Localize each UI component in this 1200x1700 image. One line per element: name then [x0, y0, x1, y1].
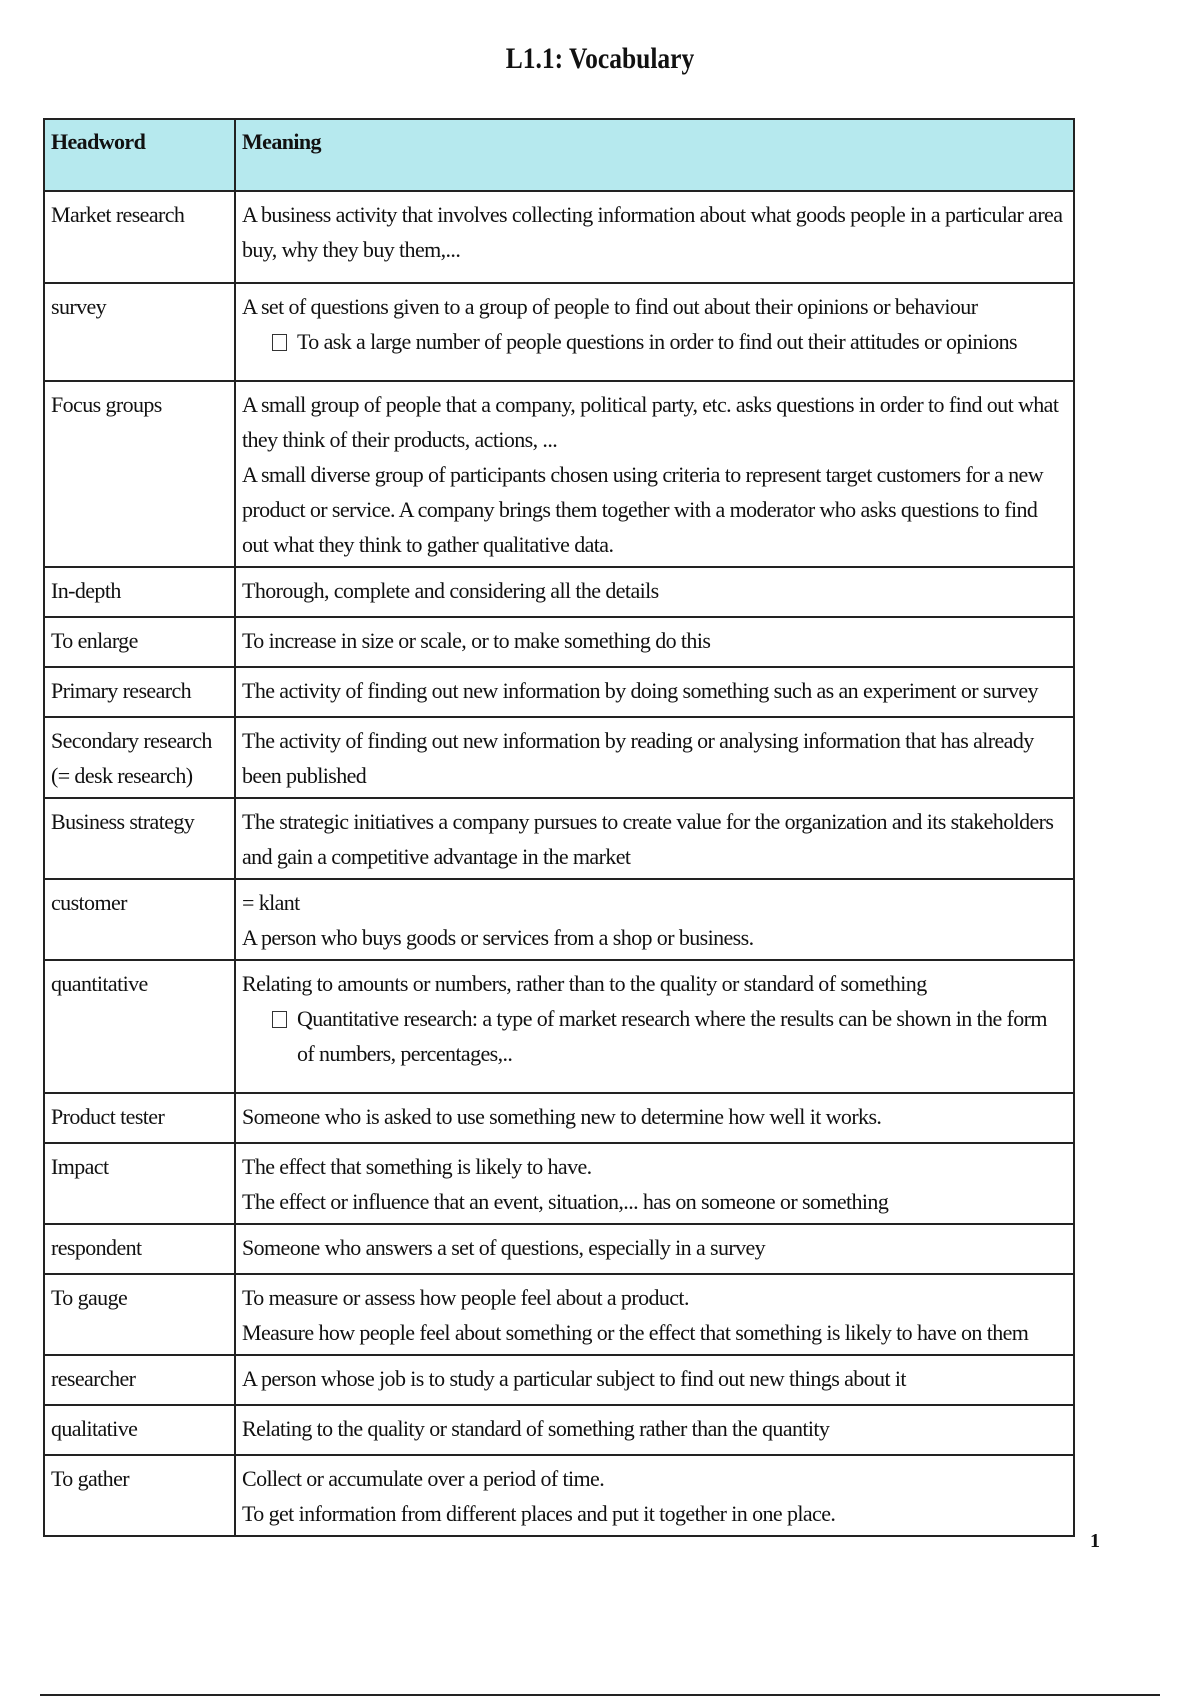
table-row [44, 191, 1074, 283]
headword-cell: respondent [44, 1224, 235, 1274]
meaning-text: A person whose job is to study a particular subject to find out new things about it [242, 1366, 906, 1391]
meaning-text: The effect that something is likely to have. [242, 1154, 592, 1179]
meaning-text: A set of questions given to a group of people to find out about their opinions or behaviour [242, 294, 978, 319]
headword-cell: Primary research [44, 667, 235, 717]
headword-cell: survey [44, 283, 235, 381]
meaning-cell [235, 617, 1074, 667]
meaning-text: The activity of finding out new information by doing something such as an experiment or survey [242, 678, 1038, 703]
meaning-text: A person who buys goods or services from a shop or business. [242, 925, 754, 950]
meaning-cell [235, 1355, 1074, 1405]
bullet-text: To ask a large number of people questions in order to find out their attitudes or opinions [297, 329, 1018, 354]
meaning-text: To measure or assess how people feel about a product. [242, 1285, 689, 1310]
table-row [44, 1405, 1074, 1455]
footer-rule [40, 1694, 1160, 1696]
meaning-cell [235, 1224, 1074, 1274]
headword-cell: Product tester [44, 1093, 235, 1143]
table-row [44, 617, 1074, 667]
table-row [44, 283, 1074, 381]
table-row [44, 1224, 1074, 1274]
meaning-cell [235, 667, 1074, 717]
meaning-text: The effect or influence that an event, situation,... has on someone or something [242, 1189, 889, 1214]
table-header-row [44, 119, 1074, 191]
headword-cell: Market research [44, 191, 235, 283]
table-row [44, 879, 1074, 960]
headword-column-header: Headword [44, 119, 235, 191]
table-row [44, 1093, 1074, 1143]
table-row [44, 1274, 1074, 1355]
headword-cell: Focus groups [44, 381, 235, 567]
headword-cell: In-depth [44, 567, 235, 617]
page-number: 1 [1090, 1530, 1100, 1552]
meaning-text: A small group of people that a company, political party, etc. asks questions in order to find out what they think of their products, actions, ... [242, 392, 1059, 452]
meaning-text: = klant [242, 890, 300, 915]
vocabulary-table-body [44, 191, 1074, 1536]
bullet-item [242, 324, 1067, 359]
meaning-cell [235, 1455, 1074, 1536]
meaning-cell [235, 567, 1074, 617]
headword-cell: To gather [44, 1455, 235, 1536]
table-row [44, 1455, 1074, 1536]
meaning-cell [235, 879, 1074, 960]
meaning-text: The activity of finding out new information by reading or analysing information that has already been published [242, 728, 1034, 788]
table-row [44, 717, 1074, 798]
meaning-cell [235, 283, 1074, 381]
headword-cell: researcher [44, 1355, 235, 1405]
meaning-column-header: Meaning [235, 119, 1074, 191]
meaning-text: A business activity that involves collecting information about what goods people in a particular area buy, why they buy them,... [242, 202, 1063, 262]
table-row [44, 960, 1074, 1093]
meaning-text: Measure how people feel about something or the effect that something is likely to have on them [242, 1320, 1029, 1345]
meaning-cell [235, 960, 1074, 1093]
meaning-cell [235, 191, 1074, 283]
headword-cell: qualitative [44, 1405, 235, 1455]
bullet-text: Quantitative research: a type of market research where the results can be shown in the form of numbers, percentages,.. [297, 1006, 1047, 1066]
headword-cell: Business strategy [44, 798, 235, 879]
meaning-cell [235, 1405, 1074, 1455]
meaning-cell [235, 1274, 1074, 1355]
meaning-text: The strategic initiatives a company pursues to create value for the organization and its stakeholders and gain a competitive advantage in the market [242, 809, 1054, 869]
headword-cell: customer [44, 879, 235, 960]
headword-cell: quantitative [44, 960, 235, 1093]
meaning-text: Relating to the quality or standard of something rather than the quantity [242, 1416, 830, 1441]
headword-cell: Secondary research (= desk research) [44, 717, 235, 798]
checkbox-bullet-icon [272, 1011, 287, 1028]
meaning-cell [235, 381, 1074, 567]
table-row [44, 381, 1074, 567]
headword-cell: To enlarge [44, 617, 235, 667]
page-title: L1.1: Vocabulary [505, 42, 695, 75]
meaning-cell [235, 717, 1074, 798]
meaning-cell [235, 1093, 1074, 1143]
checkbox-bullet-icon [272, 334, 287, 351]
meaning-text: Someone who answers a set of questions, especially in a survey [242, 1235, 766, 1260]
meaning-text: To get information from different places and put it together in one place. [242, 1501, 836, 1526]
meaning-text: Relating to amounts or numbers, rather than to the quality or standard of something [242, 971, 927, 996]
table-row [44, 1355, 1074, 1405]
table-row [44, 567, 1074, 617]
table-row [44, 1143, 1074, 1224]
headword-cell: Impact [44, 1143, 235, 1224]
table-row [44, 798, 1074, 879]
headword-cell: To gauge [44, 1274, 235, 1355]
table-row [44, 667, 1074, 717]
vocabulary-table [43, 118, 1075, 1537]
meaning-cell [235, 1143, 1074, 1224]
meaning-text: Thorough, complete and considering all the details [242, 578, 659, 603]
meaning-cell [235, 798, 1074, 879]
meaning-text: A small diverse group of participants chosen using criteria to represent target customers for a new product or service. A company brings them together with a moderator who asks questions to find out what they think to gather qualitative data. [242, 462, 1043, 557]
meaning-text: To increase in size or scale, or to make something do this [242, 628, 711, 653]
meaning-text: Someone who is asked to use something new to determine how well it works. [242, 1104, 882, 1129]
meaning-text: Collect or accumulate over a period of time. [242, 1466, 605, 1491]
bullet-item [242, 1001, 1067, 1071]
